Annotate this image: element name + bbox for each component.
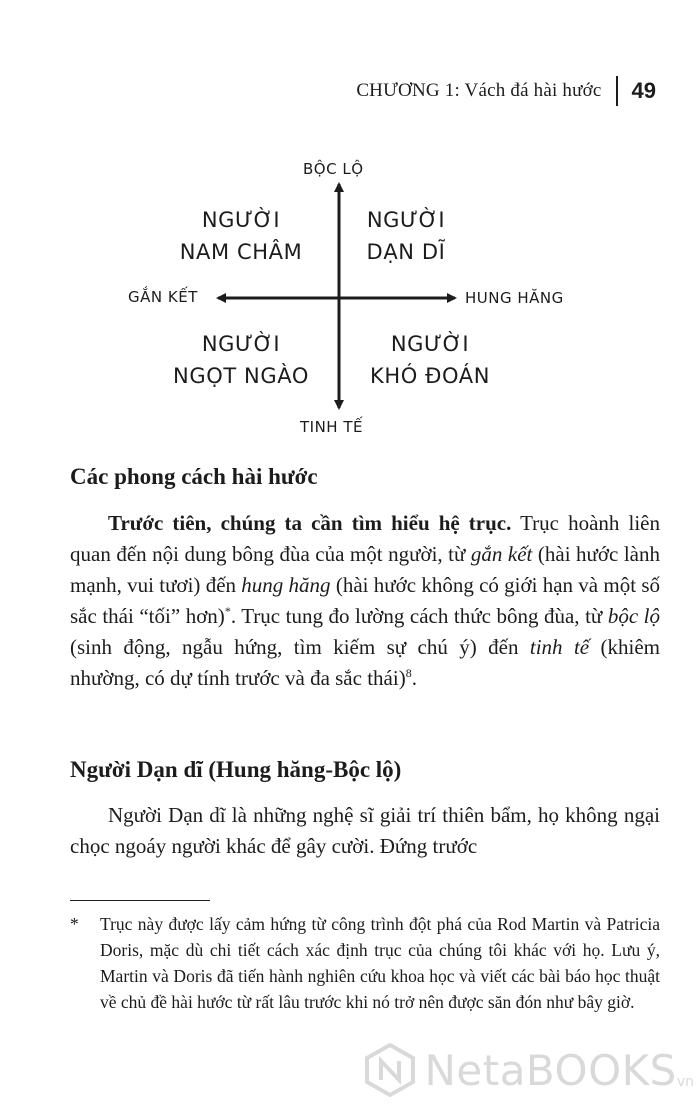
body-paragraph: Người Dạn dĩ là những nghệ sĩ giải trí thiên bẩm, họ không ngại chọc ngoáy người khác để gây cười. Đứng trước [70, 803, 660, 858]
quadrant-top-right: NGƯỜI DẠN DĨ [366, 208, 446, 264]
header-divider [616, 76, 618, 106]
footnote-marker: * [70, 914, 79, 934]
section-humor-styles [70, 464, 660, 490]
section-heading: Các phong cách hài hước [70, 464, 318, 489]
watermark-suffix: vn [676, 1074, 694, 1090]
quadrant-bottom-left: NGƯỜI NGỌT NGÀO [173, 332, 309, 388]
axes-svg [0, 150, 700, 450]
axis-label-left: GẮN KẾT [128, 288, 198, 306]
footnote [70, 911, 660, 1015]
chapter-title: CHƯƠNG 1: Vách đá hài hước [356, 80, 602, 101]
footnote-divider [70, 900, 210, 901]
axis-label-bottom: TINH TẾ [300, 418, 363, 436]
quadrant-top-left: NGƯỜI NAM CHÂM [179, 208, 303, 264]
netabooks-logo-icon [362, 1042, 418, 1098]
footnote-text: Trục này được lấy cảm hứng từ công trình đột phá của Rod Martin và Patricia Doris, mặc dù chi tiết cách xác định trục của chúng tôi khác với họ. Lưu ý, Martin và Doris đã tiến hành nghiên cứu khoa học và viết các bài báo học thuật về chủ đề hài hước từ rất lâu trước khi nó trở nên được săn đón như bây giờ. [100, 914, 660, 1012]
paragraph-daring [70, 800, 660, 862]
humor-axes-diagram [0, 150, 700, 450]
watermark-text: NetaBOOKS [424, 1045, 677, 1095]
page-number: 49 [631, 78, 656, 103]
section-daring [70, 757, 660, 783]
axis-label-top: BỘC LỘ [303, 160, 364, 178]
quadrant-bottom-right: NGƯỜI KHÓ ĐOÁN [369, 332, 491, 388]
footnote-ref: * [224, 604, 231, 618]
body-paragraph: Trước tiên, chúng ta cần tìm hiểu hệ trục. Trục hoành liên quan đến nội dung bông đùa của một người, từ gắn kết (hài hước lành mạnh, vui tươi) đến hung hăng (hài hước không có giới hạn và một số sắc thái “tối” hơn)*. Trục tung đo lường cách thức bông đùa, từ bộc lộ (sinh động, ngẫu hứng, tìm kiếm sự chú ý) đến tinh tế (khiêm nhường, có dự tính trước và đa sắc thái)$^8$. [70, 511, 661, 690]
watermark [362, 1042, 694, 1098]
axis-label-right: HUNG HĂNG [465, 289, 564, 307]
paragraph-axes [70, 508, 660, 694]
section-heading: Người Dạn dĩ (Hung hăng-Bộc lộ) [70, 757, 402, 782]
endnote-ref: 8 [405, 666, 412, 680]
running-header [356, 76, 656, 106]
